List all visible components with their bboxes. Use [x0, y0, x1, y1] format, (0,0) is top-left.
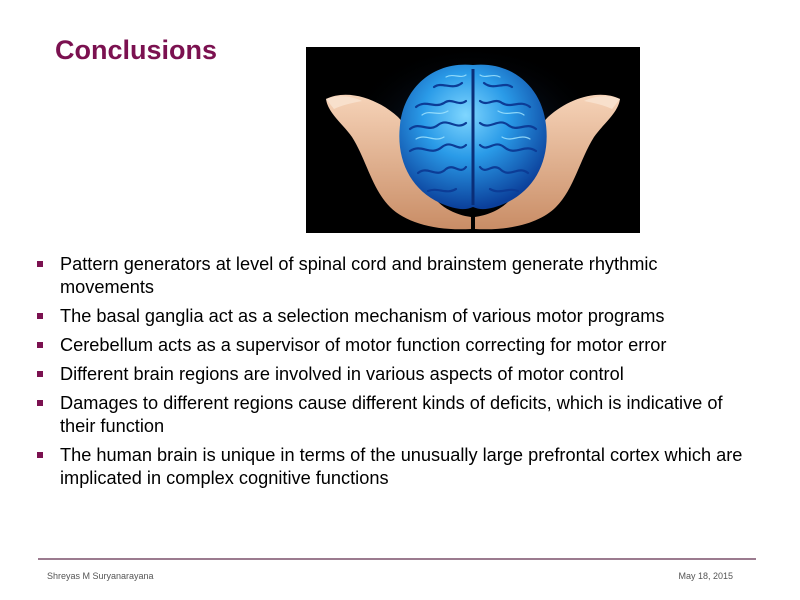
- footer-divider: [38, 558, 756, 560]
- footer-author: Shreyas M Suryanarayana: [47, 571, 154, 581]
- square-bullet-icon: [37, 371, 43, 377]
- bullet-item: [37, 392, 747, 438]
- bullet-item: [37, 334, 747, 357]
- square-bullet-icon: [37, 452, 43, 458]
- bullet-item: [37, 253, 747, 299]
- bullet-item: [37, 444, 747, 490]
- bullet-item: [37, 305, 747, 328]
- square-bullet-icon: [37, 342, 43, 348]
- bullet-text: The basal ganglia act as a selection mechanism of various motor programs: [60, 306, 665, 326]
- square-bullet-icon: [37, 261, 43, 267]
- square-bullet-icon: [37, 313, 43, 319]
- bullet-item: [37, 363, 747, 386]
- bullet-text: Damages to different regions cause different kinds of deficits, which is indicative of their function: [60, 393, 723, 436]
- bullet-text: The human brain is unique in terms of the unusually large prefrontal cortex which are implicated in complex cognitive functions: [60, 445, 743, 488]
- bullet-text: Cerebellum acts as a supervisor of motor function correcting for motor error: [60, 335, 667, 355]
- square-bullet-icon: [37, 400, 43, 406]
- brain-icon: [306, 47, 640, 233]
- bullet-text: Different brain regions are involved in various aspects of motor control: [60, 364, 624, 384]
- bullet-text: Pattern generators at level of spinal cord and brainstem generate rhythmic movements: [60, 254, 658, 297]
- brain-in-hands-image: [306, 47, 640, 233]
- footer-date: May 18, 2015: [678, 571, 733, 581]
- slide-title: Conclusions: [55, 35, 218, 65]
- bullet-list: [37, 253, 747, 496]
